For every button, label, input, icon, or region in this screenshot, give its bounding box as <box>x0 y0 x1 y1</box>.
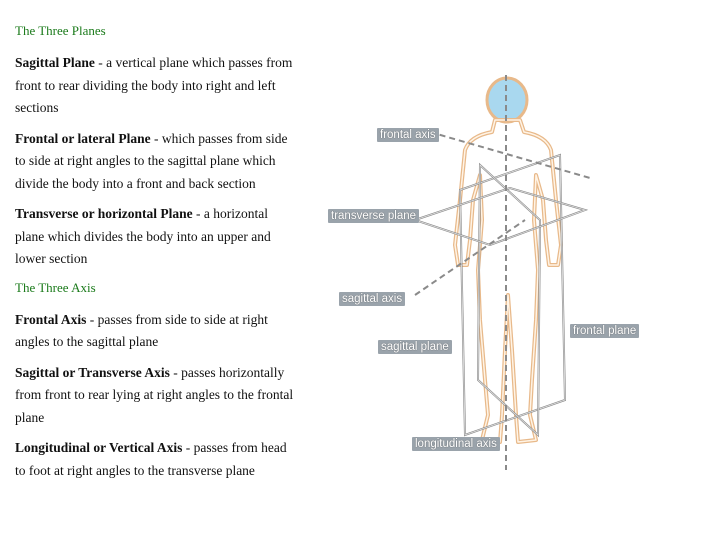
axis-longitudinal <box>15 437 300 482</box>
plane-frontal <box>15 128 300 196</box>
planes-heading: The Three Planes <box>15 23 106 38</box>
plane-desc: - a vertical plane which passes from front to rear dividing the body into right and left sections <box>15 55 293 115</box>
axis-term: Longitudinal or Vertical Axis <box>15 440 183 455</box>
plane-sagittal <box>15 52 300 120</box>
body-outline <box>455 120 561 442</box>
body-planes-diagram <box>320 70 720 480</box>
axis-term: Sagittal or Transverse Axis <box>15 364 170 380</box>
plane-term: Sagittal Plane <box>15 55 95 70</box>
plane-transverse <box>15 203 300 271</box>
label-transverse-plane: transverse plane <box>328 209 419 223</box>
plane-desc: - which passes from side to side at right angles to the sagittal plane which divide the body into a front and back section <box>15 130 288 191</box>
plane-term: Frontal or lateral Plane <box>15 130 151 146</box>
label-frontal-axis: frontal axis <box>377 128 439 142</box>
axis-frontal <box>15 309 300 354</box>
axis-term: Frontal Axis <box>15 311 87 327</box>
label-frontal-plane: frontal plane <box>570 324 639 338</box>
axis-desc: - passes from side to side at right angles to the sagittal plane <box>15 311 268 349</box>
plane-desc: - a horizontal plane which divides the body into an upper and lower section <box>15 206 271 266</box>
label-sagittal-axis: sagittal axis <box>339 292 405 306</box>
label-sagittal-plane: sagittal plane <box>378 340 452 354</box>
body-outline-highlight <box>455 120 561 442</box>
plane-term: Transverse or horizontal Plane <box>15 206 193 221</box>
axes-heading: The Three Axis <box>15 279 96 295</box>
axis-sagittal <box>15 362 300 430</box>
axis-desc: - passes horizontally from front to rear lying at right angles to the frontal plane <box>15 364 294 425</box>
frontal-axis-line <box>430 132 590 178</box>
axis-desc: - passes from head to foot at right angles to the transverse plane <box>15 440 287 478</box>
text-column <box>15 22 300 490</box>
label-longitudinal-axis: longitudinal axis <box>412 437 500 451</box>
